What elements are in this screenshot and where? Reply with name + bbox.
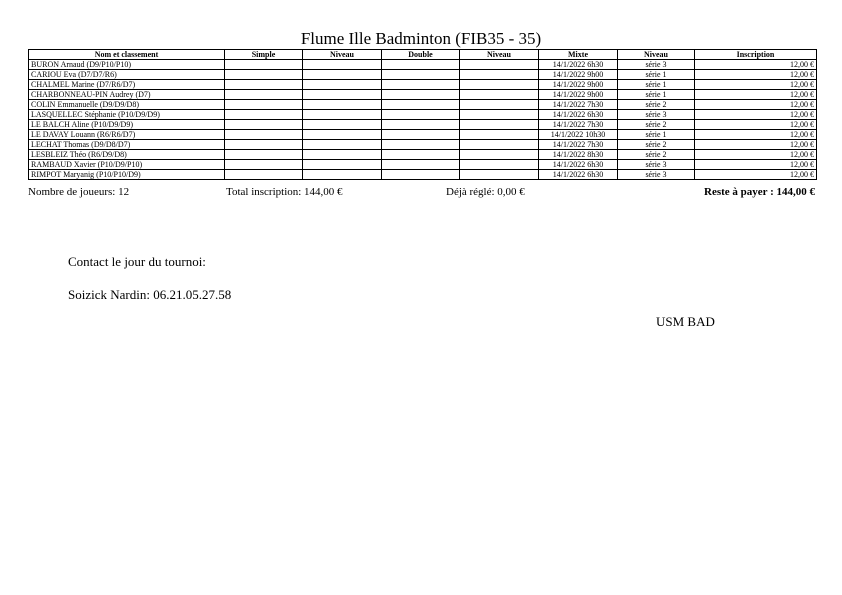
simple-cell (225, 140, 303, 150)
double-level-cell (460, 120, 539, 130)
table-row (29, 170, 817, 180)
double-level-cell (460, 100, 539, 110)
mixte-level-cell: série 3 (618, 60, 695, 70)
simple-cell (225, 110, 303, 120)
player-name-cell: RIMPOT Maryanig (P10/P10/D9) (29, 170, 225, 180)
simple-level-cell (303, 110, 382, 120)
mixte-level-cell: série 1 (618, 90, 695, 100)
inscription-cell: 12,00 € (695, 100, 817, 110)
simple-cell (225, 100, 303, 110)
page-title: Flume Ille Badminton (FIB35 - 35) (300, 29, 542, 48)
player-name-cell: CHARBONNEAU-PIN Audrey (D7) (29, 90, 225, 100)
total-inscription: Total inscription: 144,00 € (226, 186, 343, 198)
inscription-cell: 12,00 € (695, 170, 817, 180)
double-level-cell (460, 80, 539, 90)
inscription-cell: 12,00 € (695, 140, 817, 150)
simple-level-cell (303, 60, 382, 70)
player-name-cell: LASQUELLEC Stéphanie (P10/D9/D9) (29, 110, 225, 120)
mixte-level-cell: série 2 (618, 100, 695, 110)
header-double-level: Niveau (460, 50, 539, 60)
double-level-cell (460, 160, 539, 170)
mixte-cell: 14/1/2022 9h00 (539, 70, 618, 80)
double-cell (382, 160, 460, 170)
player-name-cell: LE DAVAY Louann (R6/R6/D7) (29, 130, 225, 140)
table-row (29, 90, 817, 100)
double-cell (382, 170, 460, 180)
mixte-cell: 14/1/2022 7h30 (539, 100, 618, 110)
mixte-cell: 14/1/2022 6h30 (539, 60, 618, 70)
double-cell (382, 100, 460, 110)
player-name-cell: COLIN Emmanuelle (D9/D9/D8) (29, 100, 225, 110)
double-level-cell (460, 140, 539, 150)
mixte-level-cell: série 3 (618, 170, 695, 180)
mixte-level-cell: série 2 (618, 120, 695, 130)
table-row (29, 130, 817, 140)
simple-cell (225, 160, 303, 170)
inscription-cell: 12,00 € (695, 150, 817, 160)
player-name-cell: LECHAT Thomas (D9/D8/D7) (29, 140, 225, 150)
player-name-cell: LE BALCH Aline (P10/D9/D9) (29, 120, 225, 130)
mixte-cell: 14/1/2022 6h30 (539, 170, 618, 180)
table-row (29, 120, 817, 130)
table-row (29, 100, 817, 110)
simple-level-cell (303, 170, 382, 180)
header-name: Nom et classement (29, 50, 225, 60)
mixte-level-cell: série 1 (618, 130, 695, 140)
mixte-level-cell: série 2 (618, 150, 695, 160)
simple-level-cell (303, 140, 382, 150)
table-row (29, 60, 817, 70)
double-cell (382, 110, 460, 120)
registration-table (28, 49, 817, 180)
table-row (29, 150, 817, 160)
inscription-cell: 12,00 € (695, 120, 817, 130)
mixte-cell: 14/1/2022 7h30 (539, 140, 618, 150)
table-row (29, 110, 817, 120)
inscription-cell: 12,00 € (695, 110, 817, 120)
player-name-cell: LESBLEIZ Théo (R6/D9/D8) (29, 150, 225, 160)
simple-level-cell (303, 120, 382, 130)
simple-level-cell (303, 80, 382, 90)
header-mixte-level: Niveau (618, 50, 695, 60)
double-cell (382, 120, 460, 130)
mixte-cell: 14/1/2022 6h30 (539, 110, 618, 120)
double-cell (382, 140, 460, 150)
double-level-cell (460, 60, 539, 70)
club-name: USM BAD (656, 314, 715, 329)
table-row (29, 80, 817, 90)
simple-cell (225, 90, 303, 100)
mixte-level-cell: série 2 (618, 140, 695, 150)
player-name-cell: CHALMEL Marine (D7/R6/D7) (29, 80, 225, 90)
double-level-cell (460, 170, 539, 180)
mixte-level-cell: série 3 (618, 160, 695, 170)
double-level-cell (460, 90, 539, 100)
contact-person: Soizick Nardin: 06.21.05.27.58 (68, 287, 232, 302)
table-row (29, 140, 817, 150)
header-simple: Simple (225, 50, 303, 60)
header-double: Double (382, 50, 460, 60)
double-level-cell (460, 70, 539, 80)
simple-level-cell (303, 160, 382, 170)
inscription-cell: 12,00 € (695, 90, 817, 100)
simple-level-cell (303, 100, 382, 110)
inscription-cell: 12,00 € (695, 60, 817, 70)
inscription-cell: 12,00 € (695, 80, 817, 90)
mixte-level-cell: série 1 (618, 80, 695, 90)
mixte-level-cell: série 1 (618, 70, 695, 80)
double-level-cell (460, 110, 539, 120)
simple-level-cell (303, 70, 382, 80)
double-cell (382, 60, 460, 70)
header-mixte: Mixte (539, 50, 618, 60)
inscription-cell: 12,00 € (695, 160, 817, 170)
simple-level-cell (303, 90, 382, 100)
double-cell (382, 80, 460, 90)
table-header-row (29, 50, 817, 60)
table-row (29, 160, 817, 170)
double-cell (382, 90, 460, 100)
double-level-cell (460, 150, 539, 160)
simple-cell (225, 170, 303, 180)
mixte-cell: 14/1/2022 9h00 (539, 90, 618, 100)
double-level-cell (460, 130, 539, 140)
inscription-cell: 12,00 € (695, 130, 817, 140)
simple-cell (225, 150, 303, 160)
inscription-cell: 12,00 € (695, 70, 817, 80)
player-name-cell: CARIOU Eva (D7/D7/R6) (29, 70, 225, 80)
double-cell (382, 130, 460, 140)
amount-paid: Déjà réglé: 0,00 € (446, 186, 525, 198)
player-name-cell: BURON Arnaud (D9/P10/P10) (29, 60, 225, 70)
double-cell (382, 150, 460, 160)
contact-heading: Contact le jour du tournoi: (68, 254, 206, 269)
simple-cell (225, 70, 303, 80)
simple-cell (225, 120, 303, 130)
mixte-cell: 14/1/2022 8h30 (539, 150, 618, 160)
mixte-cell: 14/1/2022 10h30 (539, 130, 618, 140)
simple-cell (225, 80, 303, 90)
amount-remaining: Reste à payer : 144,00 € (704, 186, 815, 198)
mixte-cell: 14/1/2022 7h30 (539, 120, 618, 130)
header-inscription: Inscription (695, 50, 817, 60)
simple-cell (225, 130, 303, 140)
mixte-cell: 14/1/2022 6h30 (539, 160, 618, 170)
simple-cell (225, 60, 303, 70)
table-row (29, 70, 817, 80)
simple-level-cell (303, 150, 382, 160)
player-name-cell: RAMBAUD Xavier (P10/D9/P10) (29, 160, 225, 170)
double-cell (382, 70, 460, 80)
player-count: Nombre de joueurs: 12 (28, 186, 130, 198)
mixte-level-cell: série 3 (618, 110, 695, 120)
simple-level-cell (303, 130, 382, 140)
header-simple-level: Niveau (303, 50, 382, 60)
mixte-cell: 14/1/2022 9h00 (539, 80, 618, 90)
